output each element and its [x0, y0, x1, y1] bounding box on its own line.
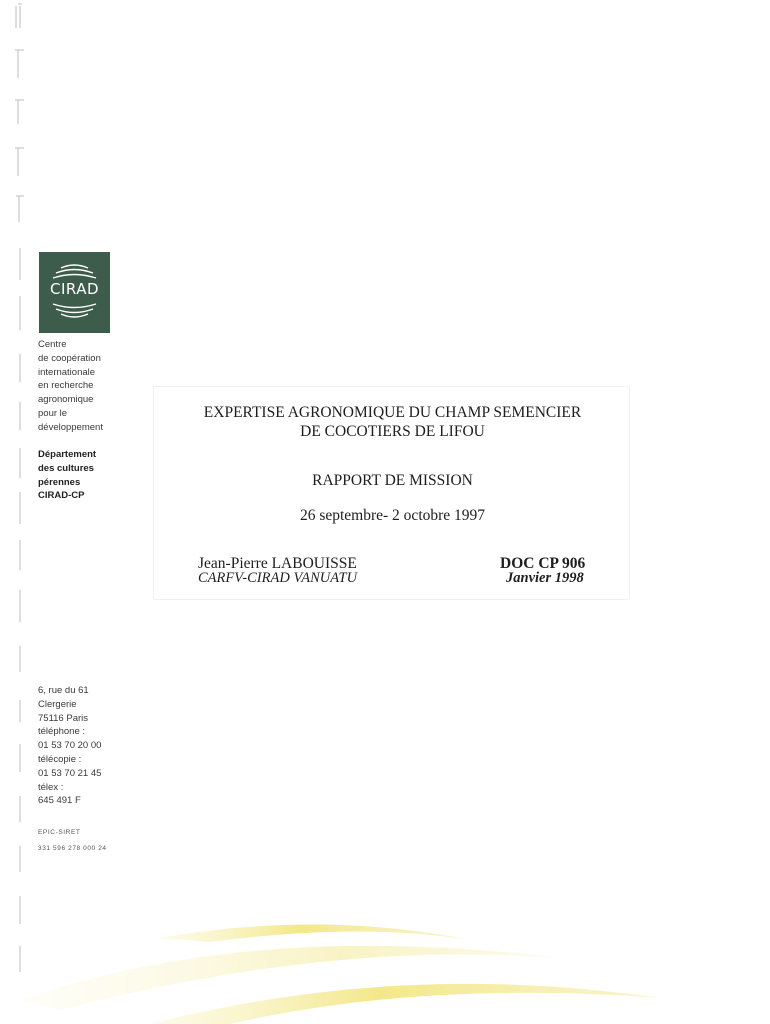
address-line: 01 53 70 21 45	[38, 767, 102, 779]
logo-text: CIRAD	[49, 280, 100, 298]
document-reference: DOC CP 906	[500, 555, 586, 572]
mission-dates: 26 septembre- 2 octobre 1997	[299, 507, 486, 524]
issue-date: Janvier 1998	[506, 570, 584, 586]
address-line: télécopie :	[38, 753, 82, 765]
address-line: Clergerie	[38, 698, 77, 710]
decorative-swoosh	[0, 880, 770, 1024]
address-line: 75116 Paris	[38, 712, 88, 724]
address-line: 645 491 F	[38, 795, 81, 807]
registration-line: EPIC-SIRET	[38, 829, 81, 836]
report-type: RAPPORT DE MISSION	[312, 472, 473, 489]
binding-marks	[6, 0, 36, 1024]
department-line: des cultures	[38, 462, 94, 474]
address-line: télex :	[38, 781, 64, 793]
department-line: Département	[38, 449, 97, 460]
organisation-line: développement	[38, 421, 103, 433]
address-line: téléphone :	[38, 726, 86, 738]
organisation-description	[38, 338, 103, 435]
cirad-logo	[39, 252, 110, 333]
department-line: CIRAD-CP	[38, 490, 85, 502]
postal-address	[38, 684, 101, 808]
address-line: 01 53 70 20 00	[38, 740, 102, 752]
author-name: Jean-Pierre LABOUISSE	[198, 555, 357, 572]
registration-numbers	[38, 828, 107, 854]
author-affiliation: CARFV-CIRAD VANUATU	[198, 570, 358, 586]
organisation-line: internationale	[38, 366, 96, 378]
department-line: pérennes	[38, 476, 81, 488]
registration-line: 331 596 278 000 24	[38, 845, 107, 852]
department-name	[38, 448, 96, 503]
document-title	[160, 404, 625, 441]
title-line: EXPERTISE AGRONOMIQUE DU CHAMP SEMENCIER	[203, 404, 582, 421]
address-line: 6, rue du 61	[38, 685, 89, 696]
organisation-line: de coopération	[38, 352, 101, 364]
organisation-line: pour le	[38, 407, 68, 419]
organisation-line: Centre	[38, 339, 67, 350]
organisation-line: agronomique	[38, 394, 94, 406]
title-line: DE COCOTIERS DE LIFOU	[300, 422, 485, 440]
organisation-line: en recherche	[38, 380, 94, 392]
